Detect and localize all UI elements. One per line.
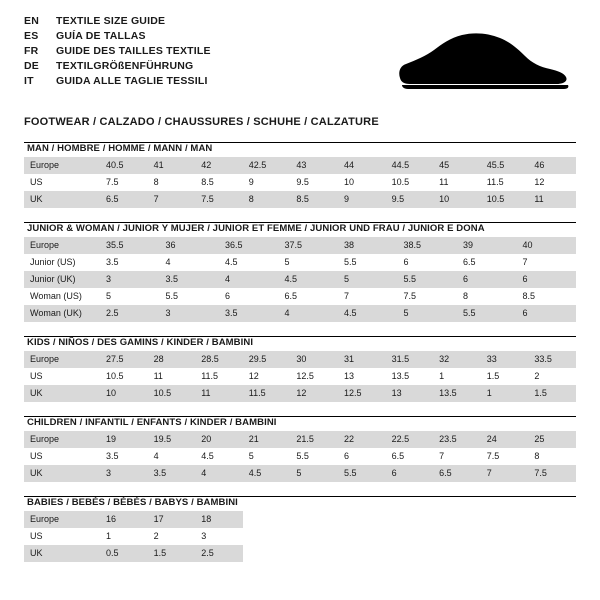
size-cell: 8	[148, 174, 196, 191]
size-table-junior-woman	[24, 237, 576, 322]
size-cell: 7	[517, 254, 577, 271]
section-title: MAN / HOMBRE / HOMME / MANN / MAN	[27, 143, 213, 154]
size-cell: 10.5	[148, 385, 196, 402]
document-header	[0, 0, 600, 110]
size-cell: 35.5	[100, 237, 160, 254]
size-cell: 10.5	[386, 174, 434, 191]
size-cell: 4.5	[195, 448, 243, 465]
size-cell-empty	[386, 511, 434, 528]
table-row	[24, 237, 576, 254]
size-cell: 4.5	[279, 271, 339, 288]
size-cell: 2	[528, 368, 576, 385]
size-cell: 38.5	[398, 237, 458, 254]
size-cell: 36	[160, 237, 220, 254]
size-cell: 1.5	[528, 385, 576, 402]
size-cell: 3	[100, 271, 160, 288]
size-cell: 31	[338, 351, 386, 368]
language-code: FR	[24, 45, 39, 57]
size-cell: 5	[398, 305, 458, 322]
size-cell: 39	[457, 237, 517, 254]
size-cell: 5	[290, 465, 338, 482]
section-man	[24, 142, 576, 208]
section-title: BABIES / BEBÉS / BÉBÉS / BABYS / BAMBINI	[27, 497, 238, 508]
size-cell: 8.5	[517, 288, 577, 305]
size-cell: 41	[148, 157, 196, 174]
size-cell: 12	[528, 174, 576, 191]
size-cell: 45	[433, 157, 481, 174]
size-cell: 10.5	[100, 368, 148, 385]
size-cell: 6.5	[279, 288, 339, 305]
row-label: Woman (UK)	[24, 305, 100, 322]
section-title: JUNIOR & WOMAN / JUNIOR Y MUJER / JUNIOR ET FEMME / JUNIOR UND FRAU / JUNIOR E DONA	[27, 223, 485, 234]
size-table-body	[24, 511, 576, 562]
size-cell: 7	[481, 465, 529, 482]
size-cell: 3	[195, 528, 243, 545]
size-cell: 11	[195, 385, 243, 402]
table-row	[24, 271, 576, 288]
size-cell: 7.5	[481, 448, 529, 465]
size-cell-empty	[433, 545, 481, 562]
size-cell: 5.5	[290, 448, 338, 465]
size-table-babies	[24, 511, 576, 562]
size-cell: 4.5	[219, 254, 279, 271]
size-cell: 28	[148, 351, 196, 368]
size-cell: 25	[528, 431, 576, 448]
size-table-body	[24, 431, 576, 482]
size-cell: 5.5	[338, 465, 386, 482]
size-cell-empty	[290, 511, 338, 528]
size-cell: 11	[433, 174, 481, 191]
size-cell: 33.5	[528, 351, 576, 368]
table-row	[24, 157, 576, 174]
row-label: Europe	[24, 431, 100, 448]
size-cell: 1	[481, 385, 529, 402]
table-row	[24, 174, 576, 191]
table-row	[24, 254, 576, 271]
size-cell: 3.5	[148, 465, 196, 482]
size-tables	[0, 142, 600, 562]
language-code: ES	[24, 30, 39, 42]
size-cell: 4.5	[243, 465, 291, 482]
section-title: CHILDREN / INFANTIL / ENFANTS / KINDER / BAMBINI	[27, 417, 277, 428]
size-cell-empty	[528, 528, 576, 545]
size-cell: 7.5	[398, 288, 458, 305]
size-cell-empty	[386, 545, 434, 562]
size-table-man	[24, 157, 576, 208]
size-cell: 8	[243, 191, 291, 208]
size-cell-empty	[338, 545, 386, 562]
size-cell: 4	[219, 271, 279, 288]
size-table-body	[24, 157, 576, 208]
size-cell: 11.5	[243, 385, 291, 402]
table-row	[24, 368, 576, 385]
size-cell: 6.5	[386, 448, 434, 465]
size-cell: 12	[290, 385, 338, 402]
size-cell: 7	[433, 448, 481, 465]
size-cell: 10	[100, 385, 148, 402]
size-cell: 6	[517, 305, 577, 322]
size-cell: 4.5	[338, 305, 398, 322]
size-cell: 40.5	[100, 157, 148, 174]
size-table-body	[24, 237, 576, 322]
size-cell: 3.5	[219, 305, 279, 322]
size-cell: 42.5	[243, 157, 291, 174]
size-cell: 19	[100, 431, 148, 448]
size-cell: 8.5	[195, 174, 243, 191]
language-code: IT	[24, 75, 34, 87]
row-label: UK	[24, 465, 100, 482]
row-label: Europe	[24, 511, 100, 528]
size-cell: 43	[290, 157, 338, 174]
row-label: UK	[24, 191, 100, 208]
row-label: US	[24, 368, 100, 385]
language-row	[24, 59, 211, 74]
size-cell: 20	[195, 431, 243, 448]
size-cell: 46	[528, 157, 576, 174]
size-cell: 13.5	[433, 385, 481, 402]
size-cell: 5	[338, 271, 398, 288]
size-cell: 7.5	[100, 174, 148, 191]
size-cell: 33	[481, 351, 529, 368]
size-cell: 3.5	[100, 254, 160, 271]
table-row	[24, 305, 576, 322]
size-cell: 1	[100, 528, 148, 545]
size-cell: 8	[528, 448, 576, 465]
size-cell-empty	[243, 528, 291, 545]
size-table-kids	[24, 351, 576, 402]
row-label: UK	[24, 385, 100, 402]
size-cell: 11	[528, 191, 576, 208]
size-cell: 4	[195, 465, 243, 482]
size-cell: 31.5	[386, 351, 434, 368]
size-cell: 3.5	[160, 271, 220, 288]
size-cell: 6	[517, 271, 577, 288]
size-cell: 6.5	[457, 254, 517, 271]
table-row	[24, 465, 576, 482]
size-cell: 9.5	[290, 174, 338, 191]
size-cell: 3.5	[100, 448, 148, 465]
size-cell: 21	[243, 431, 291, 448]
size-cell: 2.5	[100, 305, 160, 322]
size-cell: 5.5	[160, 288, 220, 305]
table-row	[24, 431, 576, 448]
size-cell: 18	[195, 511, 243, 528]
language-row	[24, 74, 211, 89]
table-row	[24, 385, 576, 402]
size-cell: 9	[338, 191, 386, 208]
language-title: GUIDA ALLE TAGLIE TESSILI	[56, 75, 208, 87]
size-cell: 6	[457, 271, 517, 288]
row-label: US	[24, 174, 100, 191]
section-babies	[24, 496, 576, 562]
table-row	[24, 528, 576, 545]
section-children	[24, 416, 576, 482]
size-cell: 19.5	[148, 431, 196, 448]
section-kids	[24, 336, 576, 402]
size-cell: 3	[100, 465, 148, 482]
row-label: Europe	[24, 157, 100, 174]
size-cell: 7.5	[528, 465, 576, 482]
size-cell: 37.5	[279, 237, 339, 254]
language-code: EN	[24, 15, 39, 27]
size-cell: 10	[338, 174, 386, 191]
size-cell: 10.5	[481, 191, 529, 208]
size-cell: 8	[457, 288, 517, 305]
language-title: GUÍA DE TALLAS	[56, 30, 146, 42]
row-label: Junior (US)	[24, 254, 100, 271]
size-table-body	[24, 351, 576, 402]
size-cell: 1	[433, 368, 481, 385]
size-cell: 12.5	[338, 385, 386, 402]
language-row	[24, 29, 211, 44]
size-cell-empty	[481, 528, 529, 545]
size-cell: 8.5	[290, 191, 338, 208]
row-label: Europe	[24, 237, 100, 254]
language-title: GUIDE DES TAILLES TEXTILE	[56, 45, 211, 57]
size-cell: 0.5	[100, 545, 148, 562]
table-row	[24, 545, 576, 562]
size-cell-empty	[481, 545, 529, 562]
language-code: DE	[24, 60, 39, 72]
size-cell: 6.5	[433, 465, 481, 482]
table-row	[24, 288, 576, 305]
size-cell: 5	[279, 254, 339, 271]
language-title-list	[24, 14, 211, 89]
table-row	[24, 351, 576, 368]
size-cell: 23.5	[433, 431, 481, 448]
size-cell: 28.5	[195, 351, 243, 368]
size-cell: 4	[279, 305, 339, 322]
size-cell: 7.5	[195, 191, 243, 208]
size-cell: 36.5	[219, 237, 279, 254]
size-cell: 44.5	[386, 157, 434, 174]
size-cell: 45.5	[481, 157, 529, 174]
size-cell: 11.5	[481, 174, 529, 191]
size-cell: 4	[148, 448, 196, 465]
table-row	[24, 448, 576, 465]
section-title: KIDS / NIÑOS / DES GAMINS / KINDER / BAMBINI	[27, 337, 254, 348]
size-cell-empty	[290, 528, 338, 545]
size-cell: 6	[398, 254, 458, 271]
language-title-list-body	[24, 14, 211, 89]
size-cell: 4	[160, 254, 220, 271]
size-cell: 11	[148, 368, 196, 385]
size-cell-empty	[528, 511, 576, 528]
size-cell: 11.5	[195, 368, 243, 385]
size-cell-empty	[481, 511, 529, 528]
table-row	[24, 511, 576, 528]
size-cell-empty	[243, 511, 291, 528]
size-cell: 13	[386, 385, 434, 402]
size-cell: 44	[338, 157, 386, 174]
size-table-children	[24, 431, 576, 482]
size-cell: 9	[243, 174, 291, 191]
size-cell: 2.5	[195, 545, 243, 562]
row-label: Junior (UK)	[24, 271, 100, 288]
language-row	[24, 44, 211, 59]
size-cell: 40	[517, 237, 577, 254]
size-cell: 5.5	[398, 271, 458, 288]
size-cell: 17	[148, 511, 196, 528]
size-cell: 10	[433, 191, 481, 208]
size-cell: 12	[243, 368, 291, 385]
size-cell: 21.5	[290, 431, 338, 448]
language-title: TEXTILE SIZE GUIDE	[56, 15, 166, 27]
size-cell: 1.5	[481, 368, 529, 385]
size-cell: 42	[195, 157, 243, 174]
dress-shoe-icon	[392, 24, 572, 94]
size-cell: 3	[160, 305, 220, 322]
size-cell-empty	[290, 545, 338, 562]
size-cell: 13.5	[386, 368, 434, 385]
size-cell: 2	[148, 528, 196, 545]
size-cell: 27.5	[100, 351, 148, 368]
size-cell: 24	[481, 431, 529, 448]
size-cell: 16	[100, 511, 148, 528]
size-cell: 5	[243, 448, 291, 465]
size-cell-empty	[433, 528, 481, 545]
size-cell: 5.5	[338, 254, 398, 271]
size-cell: 6.5	[100, 191, 148, 208]
size-cell: 7	[338, 288, 398, 305]
size-cell: 6	[338, 448, 386, 465]
size-cell: 29.5	[243, 351, 291, 368]
size-cell-empty	[338, 511, 386, 528]
section-junior-woman	[24, 222, 576, 322]
size-cell: 6	[386, 465, 434, 482]
size-cell: 9.5	[386, 191, 434, 208]
size-cell-empty	[338, 528, 386, 545]
row-label: US	[24, 528, 100, 545]
table-row	[24, 191, 576, 208]
size-cell: 5.5	[457, 305, 517, 322]
language-row	[24, 14, 211, 29]
size-cell: 38	[338, 237, 398, 254]
row-label: Europe	[24, 351, 100, 368]
row-label: US	[24, 448, 100, 465]
size-cell: 32	[433, 351, 481, 368]
category-line: FOOTWEAR / CALZADO / CHAUSSURES / SCHUHE / CALZATURE	[24, 116, 379, 128]
size-cell-empty	[528, 545, 576, 562]
size-cell: 30	[290, 351, 338, 368]
size-cell: 6	[219, 288, 279, 305]
row-label: Woman (US)	[24, 288, 100, 305]
size-cell: 13	[338, 368, 386, 385]
size-cell: 22	[338, 431, 386, 448]
size-cell: 1.5	[148, 545, 196, 562]
size-cell-empty	[386, 528, 434, 545]
language-title: TEXTILGRÖßENFÜHRUNG	[56, 60, 194, 72]
size-cell: 5	[100, 288, 160, 305]
row-label: UK	[24, 545, 100, 562]
size-cell: 22.5	[386, 431, 434, 448]
size-cell-empty	[243, 545, 291, 562]
size-cell: 7	[148, 191, 196, 208]
size-cell: 12.5	[290, 368, 338, 385]
size-cell-empty	[433, 511, 481, 528]
